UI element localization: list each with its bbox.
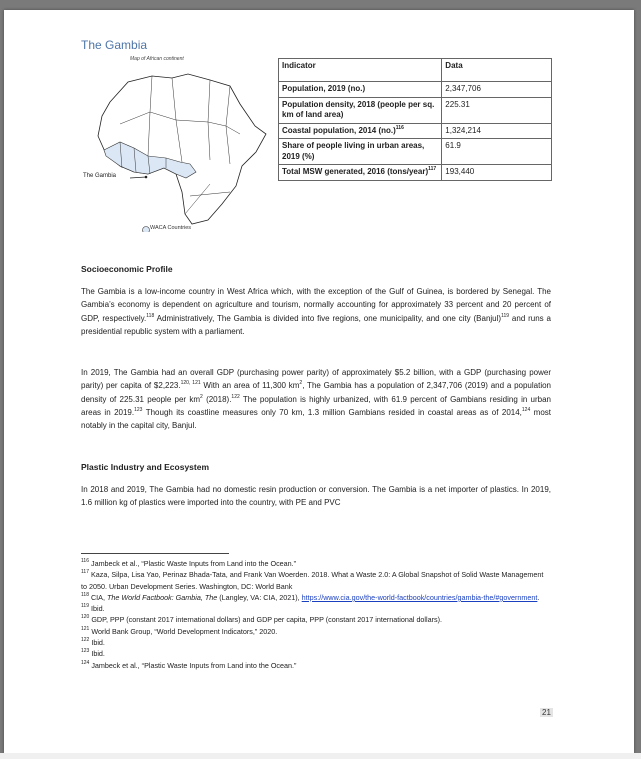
table-row: [279, 82, 552, 98]
socioeconomic-paragraph-2: In 2019, The Gambia had an overall GDP (purchasing power parity) of approximately $5.2 billion, with a GDP (purchasing power parity) per capita of $2,223.$^{120, 121}$ With an area of 11,300 $km^2$, The Gambia has a population of 2,347,706 (2019) and a population density of 225.31 people per $km^2$ (2018).$^{122}$ The population is highly urbanized, with 61.9 percent of Gambians residing in urban areas in 2019.$^{123}$ Though its coastline measures only 70 km, 1.3 million Gambians resided in coastal areas as of 2014,$^{124}$ most notably in the capital city, Banjul.: [81, 368, 552, 431]
footnote-ref: 117: [428, 166, 437, 172]
table-cell-value: 2,347,706: [442, 82, 552, 98]
legend-swatch: [143, 227, 150, 233]
page-number: 21: [542, 708, 551, 717]
table-cell-label: Population, 2019 (no.): [282, 84, 366, 93]
table-header-indicator: Indicator: [279, 59, 442, 82]
table-cell-value: 61.9: [442, 139, 552, 165]
table-cell-label: Coastal population, 2014 (no.): [282, 125, 396, 135]
table-cell-value: 225.31: [442, 97, 552, 123]
plastic-paragraph-1: In 2018 and 2019, The Gambia had no domestic resin production or conversion. The Gambia is a net importer of plastics. In 2019, 1.6 million kg of plastics were imported into the country, with PE and PVC: [81, 485, 551, 508]
socioeconomic-heading: Socioeconomic Profile: [81, 264, 173, 274]
table-header-data: Data: [442, 59, 552, 82]
plastic-industry-heading: Plastic Industry and Ecosystem: [81, 462, 210, 472]
footnote-120: $^{120}$ GDP, PPP (constant 2017 international dollars) and GDP per capita, PPP (constant 2017 international dollars).: [81, 614, 443, 625]
table-row: [279, 139, 552, 165]
footnote-116: $^{116}$ Jambeck et al., “Plastic Waste Inputs from Land into the Ocean.”: [81, 558, 297, 568]
gambia-marker: [145, 176, 148, 179]
table-row: [279, 97, 552, 123]
footnote-ref: 119: [501, 312, 510, 319]
table-cell-label: Share of people living in urban areas, 2019 (%): [282, 141, 425, 161]
table-cell-label: Total MSW generated, 2016 (tons/year): [282, 167, 429, 176]
table-header-row: [279, 59, 552, 82]
footnote-ref: 120, 121: [180, 380, 201, 387]
footnote-separator: [81, 553, 229, 554]
socioeconomic-paragraph-1: The Gambia is a low-income country in West Africa which, with the exception of the Gulf of Guinea, is bordered by Senegal. The Gambia’s economy is dependent on agriculture and tourism, normally accounting for approximately 33 percent and 20 percent of GDP, respectively.$^{118}$ Administratively, The Gambia is divided into five regions, one municipality, and one city (Banjul)$^{119}$ and runs a presidential republic system with a parliament.: [81, 287, 551, 336]
footnote-123: $^{123}$ Ibid.: [81, 648, 105, 659]
table-cell-value: 1,324,214: [442, 123, 552, 139]
viewer-bottom-strip: [0, 753, 641, 759]
country-title: The Gambia: [81, 38, 148, 52]
footnote-119: $^{119}$ Ibid.: [81, 603, 105, 614]
footnote-124: $^{124}$ Jambeck et al., “Plastic Waste Inputs from Land into the Ocean.”: [81, 659, 297, 670]
footnote-ref: 123: [134, 406, 143, 413]
table-row: [279, 123, 552, 139]
footnote-121: $^{121}$ World Bank Group, “World Development Indicators,” 2020.: [81, 625, 278, 636]
africa-map: [90, 64, 270, 232]
table-cell-value: 193,440: [442, 165, 552, 181]
footnote-118: $^{118}$ CIA, The World Factbook: Gambia, The (Langley, VA: CIA, 2021), https://www.cia.gov/the-world-factbook/countries/gambia-the/#government.: [81, 591, 540, 602]
gambia-map-label: The Gambia: [83, 173, 117, 179]
footnotes: [81, 558, 551, 671]
footnote-ref: 116: [395, 124, 404, 131]
map-caption: Map of African continent: [130, 56, 184, 62]
table-row: [279, 165, 552, 181]
footnote-ref: 118: [146, 312, 155, 319]
table-cell-label: Population density, 2018 (people per sq. km of land area): [282, 99, 435, 119]
indicator-table: [278, 58, 552, 181]
footnote-ref: 122: [231, 393, 240, 400]
gambia-pointer: [130, 177, 146, 178]
footnote-ref: 124: [521, 406, 531, 413]
cia-factbook-link[interactable]: https://www.cia.gov/the-world-factbook/countries/gambia-the/#government: [301, 592, 538, 602]
map-legend-label: WACA Countries: [150, 225, 192, 231]
footnote-122: $^{122}$ Ibid.: [81, 637, 105, 648]
footnote-117: $^{117}$ Kaza, Silpa, Lisa Yao, Perinaz Bhada-Tata, and Frank Van Woerden. 2018. What a Waste 2.0: A Global Snapshot of Solid Waste Management to 2050. Urban Development Series. Washington, DC: World Bank: [81, 569, 544, 591]
